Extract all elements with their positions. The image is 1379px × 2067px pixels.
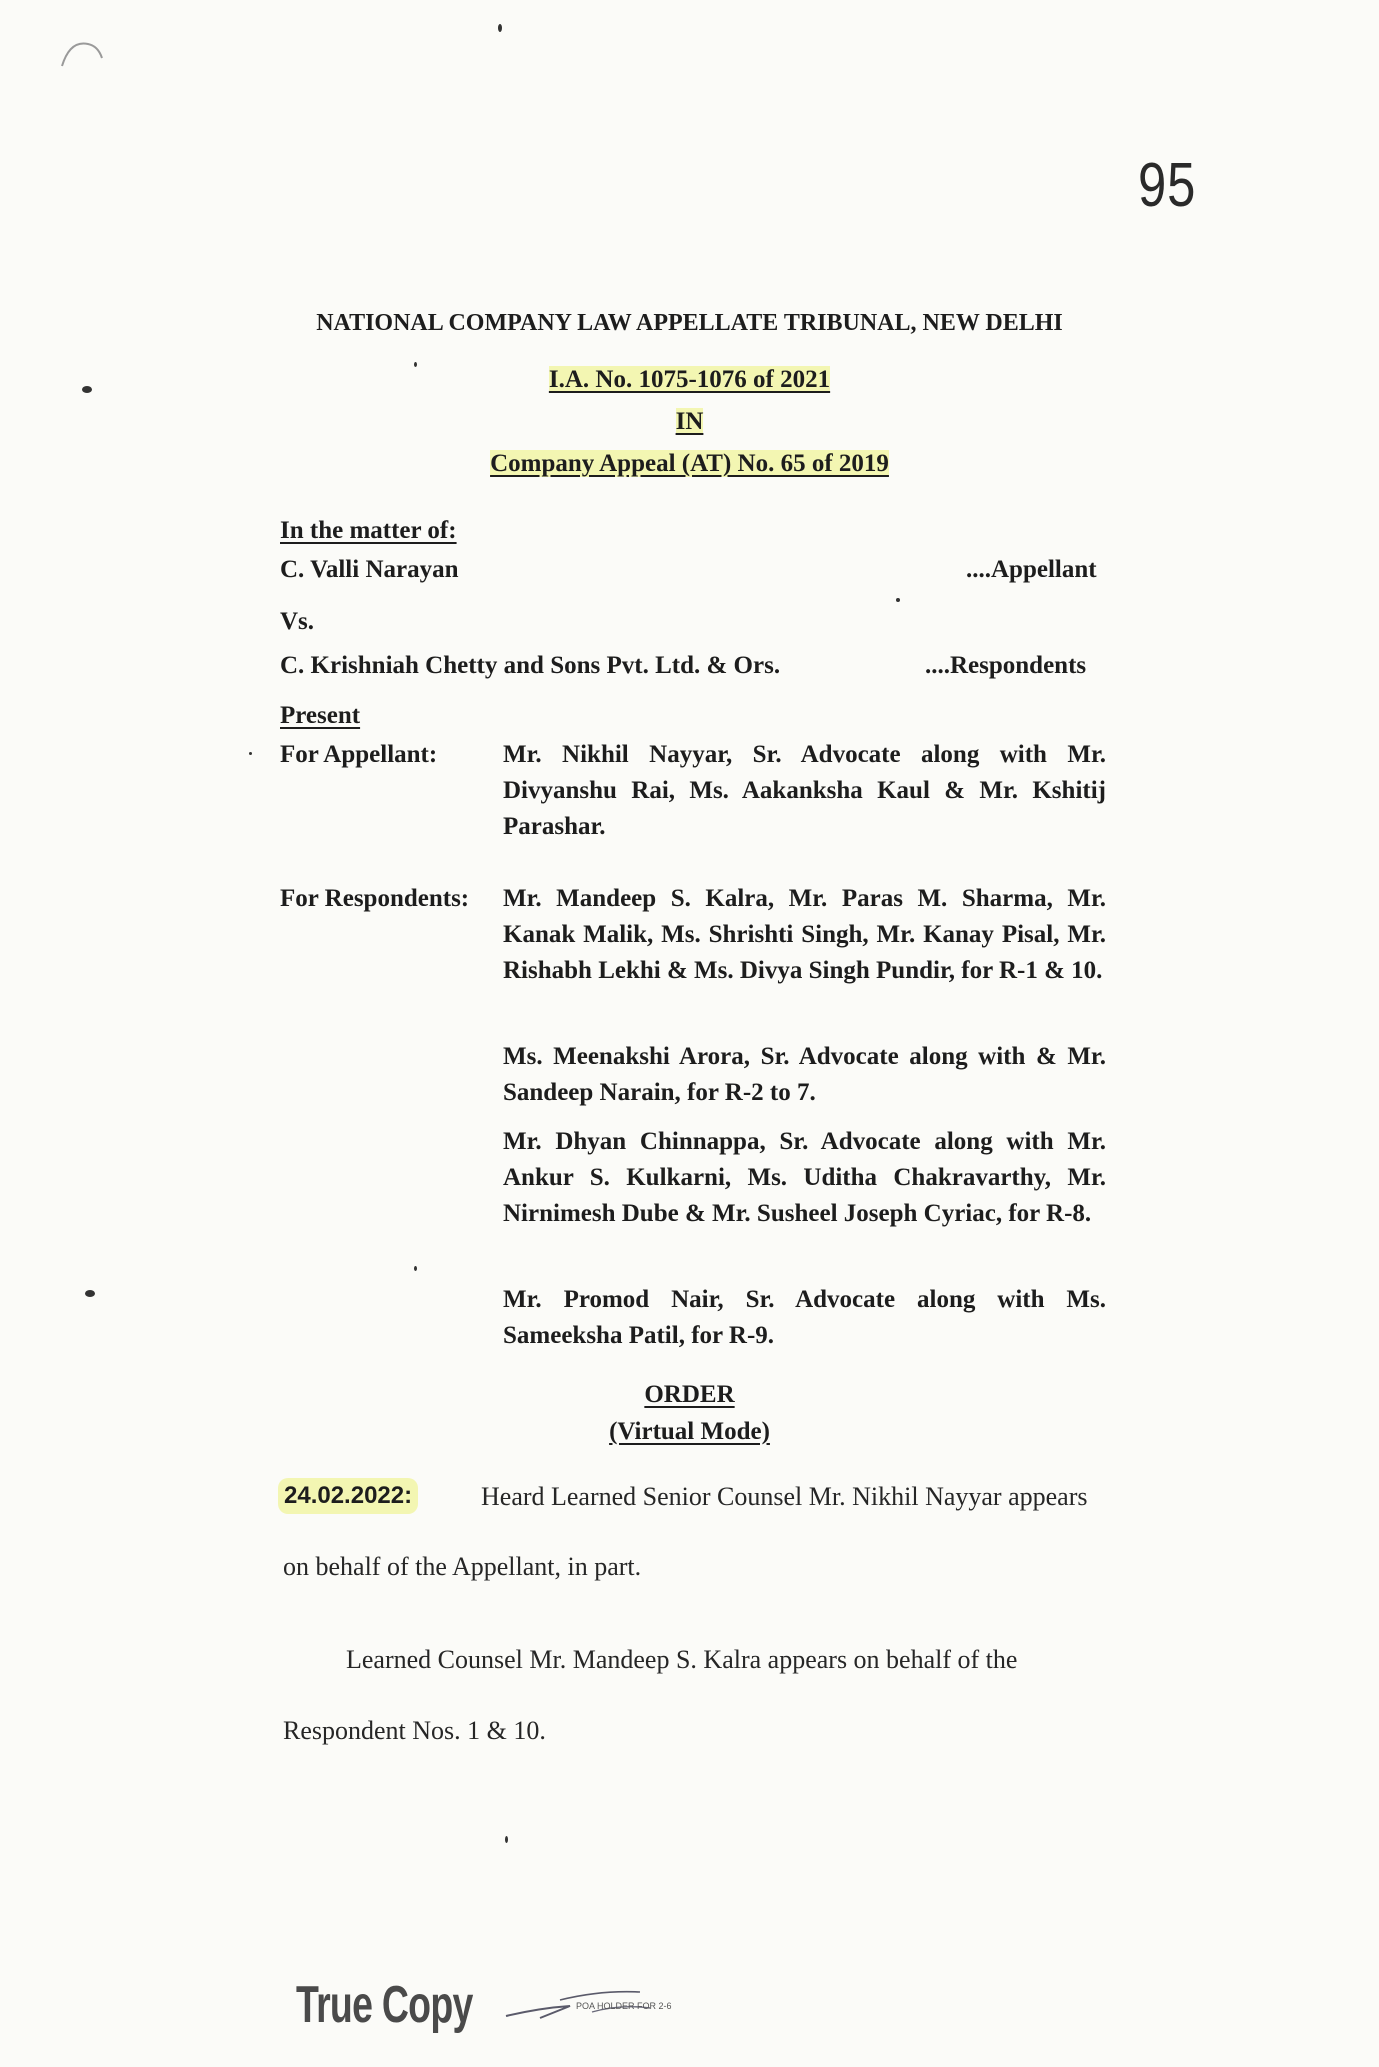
appellant-counsel: Mr. Nikhil Nayyar, Sr. Advocate along with Mr. Divyanshu Rai, Ms. Aakanksha Kaul & Mr. Kshitij Parashar. [503, 741, 1106, 840]
respondent-counsel: Mr. Promod Nair, Sr. Advocate along with Ms. Sameeksha Patil, for R-9. [503, 1286, 1106, 1349]
true-copy-stamp: True Copy [296, 1976, 473, 2034]
respondent-counsel: Ms. Meenakshi Arora, Sr. Advocate along with & Mr. Sandeep Narain, for R-2 to 7. [503, 1043, 1106, 1106]
order-para-2-line-1: Learned Counsel Mr. Mandeep S. Kalra appears on behalf of the [346, 1645, 1018, 1674]
appeal-number-row [0, 450, 1379, 478]
scan-speck [498, 24, 502, 32]
page-number: 95 [1138, 151, 1197, 220]
scan-speck [414, 1266, 417, 1271]
respondent-counsel: Mr. Mandeep S. Kalra, Mr. Paras M. Sharma, Mr. Kanak Malik, Ms. Shrishti Singh, Mr. Kanay Pisal, Mr. Rishabh Lekhi & Ms. Divya Singh Pundir, for R-1 & 10. [503, 885, 1106, 984]
for-appellant-label: For Appellant: [280, 741, 438, 768]
respondent-role: ....Respondents [925, 652, 1087, 679]
order-date: 24.02.2022: [278, 1478, 418, 1514]
appeal-number: Company Appeal (AT) No. 65 of 2019 [490, 450, 889, 477]
appellant-role: ....Appellant [966, 556, 1097, 583]
present-label: Present [280, 702, 361, 729]
signature-caption: POA HOLDER FOR 2-6 [576, 2001, 672, 2011]
in-row [0, 408, 1379, 436]
scan-speck [249, 752, 252, 755]
scan-mark [58, 36, 108, 76]
ia-number-row [0, 366, 1379, 394]
order-mode: (Virtual Mode) [609, 1418, 770, 1445]
scan-speck [85, 1290, 95, 1297]
order-para-1-line-1: Heard Learned Senior Counsel Mr. Nikhil Nayyar appears [481, 1482, 1088, 1511]
order-para-2-line-2: Respondent Nos. 1 & 10. [283, 1716, 546, 1745]
order-title-row [0, 1381, 1379, 1409]
matter-label: In the matter of: [280, 517, 457, 544]
order-mode-row [0, 1418, 1379, 1446]
respondent-name: C. Krishniah Chetty and Sons Pvt. Ltd. & Ors. [280, 652, 781, 679]
order-para-1-line-2: on behalf of the Appellant, in part. [283, 1552, 642, 1581]
scan-speck [896, 598, 900, 602]
order-title: ORDER [644, 1381, 735, 1408]
tribunal-title: NATIONAL COMPANY LAW APPELLATE TRIBUNAL, NEW DELHI [316, 310, 1063, 336]
appellant-name: C. Valli Narayan [280, 556, 459, 583]
respondent-counsel: Mr. Dhyan Chinnappa, Sr. Advocate along with Mr. Ankur S. Kulkarni, Ms. Uditha Chakravarthy, Mr. Nirnimesh Dube & Mr. Susheel Joseph Cyriac, for R-8. [503, 1128, 1106, 1227]
for-respondents-label: For Respondents: [280, 885, 470, 912]
versus: Vs. [280, 608, 315, 635]
in-word: IN [675, 408, 704, 435]
ia-number: I.A. No. 1075-1076 of 2021 [548, 366, 831, 393]
scan-speck [505, 1836, 508, 1843]
